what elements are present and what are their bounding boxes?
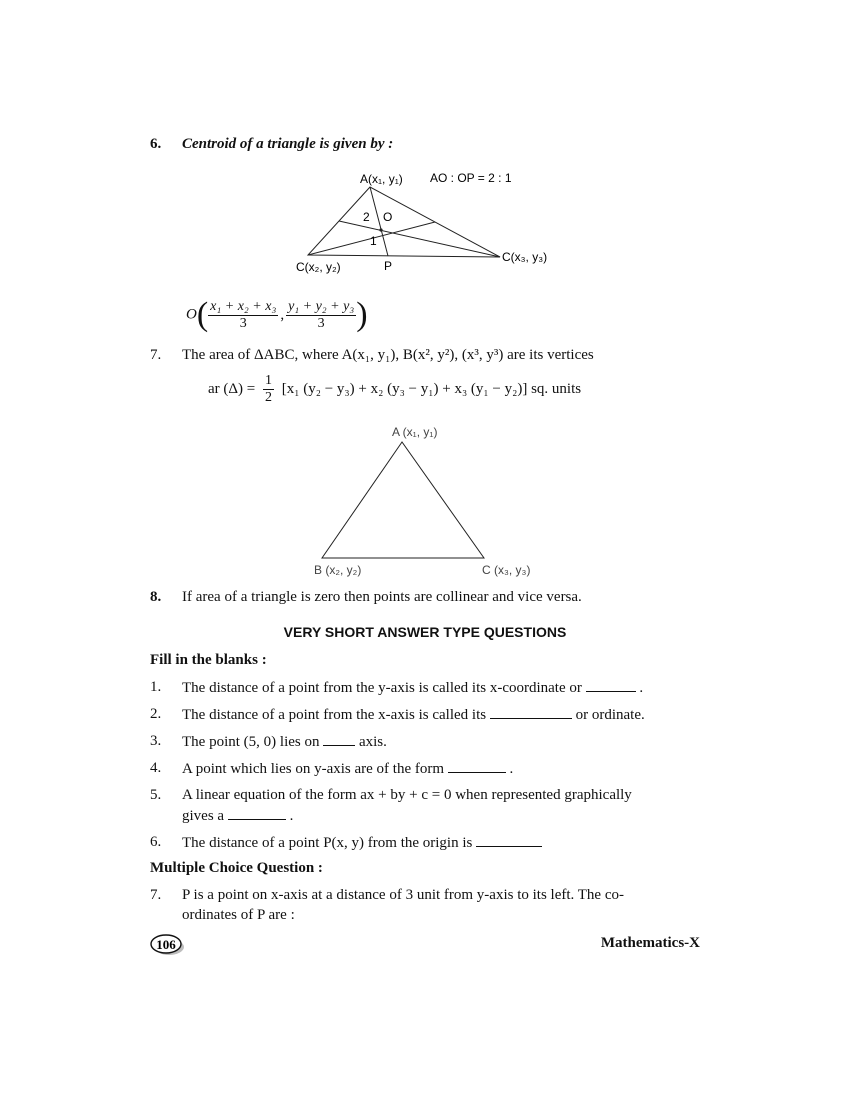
y-sum-numerator: y₁ + y₂ + y₃ xyxy=(288,298,355,314)
book-title: Mathematics-X xyxy=(600,935,700,951)
question-text xyxy=(182,679,643,697)
vertex-a-label: A(x₁, y₁) xyxy=(360,172,403,186)
question-1-end: . xyxy=(639,680,644,696)
question-text xyxy=(182,807,293,825)
collinear-statement: If area of a triangle is zero then points are collinear and vice versa. xyxy=(182,589,582,605)
question-text xyxy=(182,733,387,751)
ratio-1-label: 1 xyxy=(370,234,377,248)
question-6-text: The distance of a point P(x, y) from the origin is xyxy=(182,835,473,851)
question-3-text: The point (5, 0) lies on xyxy=(182,734,320,750)
question-2-end: or ordinate. xyxy=(575,707,645,723)
question-4-end: . xyxy=(509,761,514,777)
vertex-c-label: C (x₃, y₃) xyxy=(482,563,531,577)
question-2-text: The distance of a point from the x-axis is called its xyxy=(182,707,487,723)
centroid-symbol: O xyxy=(186,306,197,323)
question-number: 2. xyxy=(150,706,162,722)
question-number: 5. xyxy=(150,787,162,803)
question-text xyxy=(182,760,513,778)
ratio-2-label: 2 xyxy=(363,210,370,224)
vertex-c-right-label: C(x₃, y₃) xyxy=(502,250,548,264)
vertex-a-label: A (x₁, y₁) xyxy=(392,425,438,439)
question-number: 7. xyxy=(150,887,162,903)
answer-blank[interactable] xyxy=(448,760,506,773)
item-number: 8. xyxy=(150,589,162,605)
question-4-text: A point which lies on y-axis are of the form xyxy=(182,761,445,777)
mcq-text: P is a point on x-axis at a distance of 3 unit from y-axis to its left. The co- xyxy=(182,887,624,903)
midpoint-p-label: P xyxy=(384,259,393,273)
question-3-end: axis. xyxy=(358,734,387,750)
fill-blanks-heading: Fill in the blanks : xyxy=(150,652,267,668)
ratio-label: AO : OP = 2 : 1 xyxy=(430,171,512,185)
centroid-diagram xyxy=(290,165,570,280)
area-formula xyxy=(208,373,581,406)
question-5-text-cont: gives a xyxy=(182,808,225,824)
centroid-o-label: O xyxy=(383,210,393,224)
half-denominator: 2 xyxy=(265,390,272,405)
question-number: 4. xyxy=(150,760,162,776)
question-text xyxy=(182,706,645,724)
question-text xyxy=(182,834,542,852)
question-5-text: A linear equation of the form ax + by + c = 0 when represented graphically xyxy=(182,787,632,803)
question-5-end: . xyxy=(289,808,294,824)
question-number: 1. xyxy=(150,679,162,695)
mcq-heading: Multiple Choice Question : xyxy=(150,860,323,876)
answer-blank[interactable] xyxy=(323,733,355,746)
question-1-text: The distance of a point from the y-axis is called its x-coordinate or xyxy=(182,680,582,696)
vertex-c-left-label: C(x₂, y₂) xyxy=(296,260,341,274)
vertex-b-label: B (x₂, y₂) xyxy=(314,563,362,577)
area-rhs: [x₁ (y₂ − y₃) + x₂ (y₃ − y₁) + x₃ (y₁ − y₂)] sq. units xyxy=(281,381,582,397)
page-number: 106 xyxy=(156,937,176,952)
y-sum-denominator: 3 xyxy=(317,315,325,331)
area-statement: The area of ΔABC, where A(x₁, y₁), B(x², y²), (x³, y³) are its vertices xyxy=(182,347,594,363)
centroid-formula: O( $\frac{\text{x₁ + x₂ + x₃}}{3}$ , $\frac{\text{y₁ + y₂ + y₃}}{3}$ ) xyxy=(186,296,368,333)
question-number: 3. xyxy=(150,733,162,749)
centroid-heading: Centroid of a triangle is given by : xyxy=(182,136,394,152)
x-sum-numerator: x₁ + x₂ + x₃ xyxy=(210,298,277,314)
section-heading: VERY SHORT ANSWER TYPE QUESTIONS xyxy=(283,624,567,640)
answer-blank[interactable] xyxy=(586,679,636,692)
mcq-text-cont: ordinates of P are : xyxy=(182,907,295,923)
triangle-diagram xyxy=(300,420,550,582)
item-number: 6. xyxy=(150,136,162,152)
half-numerator: 1 xyxy=(265,373,272,388)
question-number: 6. xyxy=(150,834,162,850)
answer-blank[interactable] xyxy=(490,706,572,719)
x-sum-denominator: 3 xyxy=(239,315,247,331)
answer-blank[interactable] xyxy=(228,807,286,820)
page-number-badge xyxy=(150,934,184,956)
area-lhs: ar (Δ) = xyxy=(208,381,256,397)
item-number: 7. xyxy=(150,347,162,363)
answer-blank[interactable] xyxy=(476,834,542,847)
